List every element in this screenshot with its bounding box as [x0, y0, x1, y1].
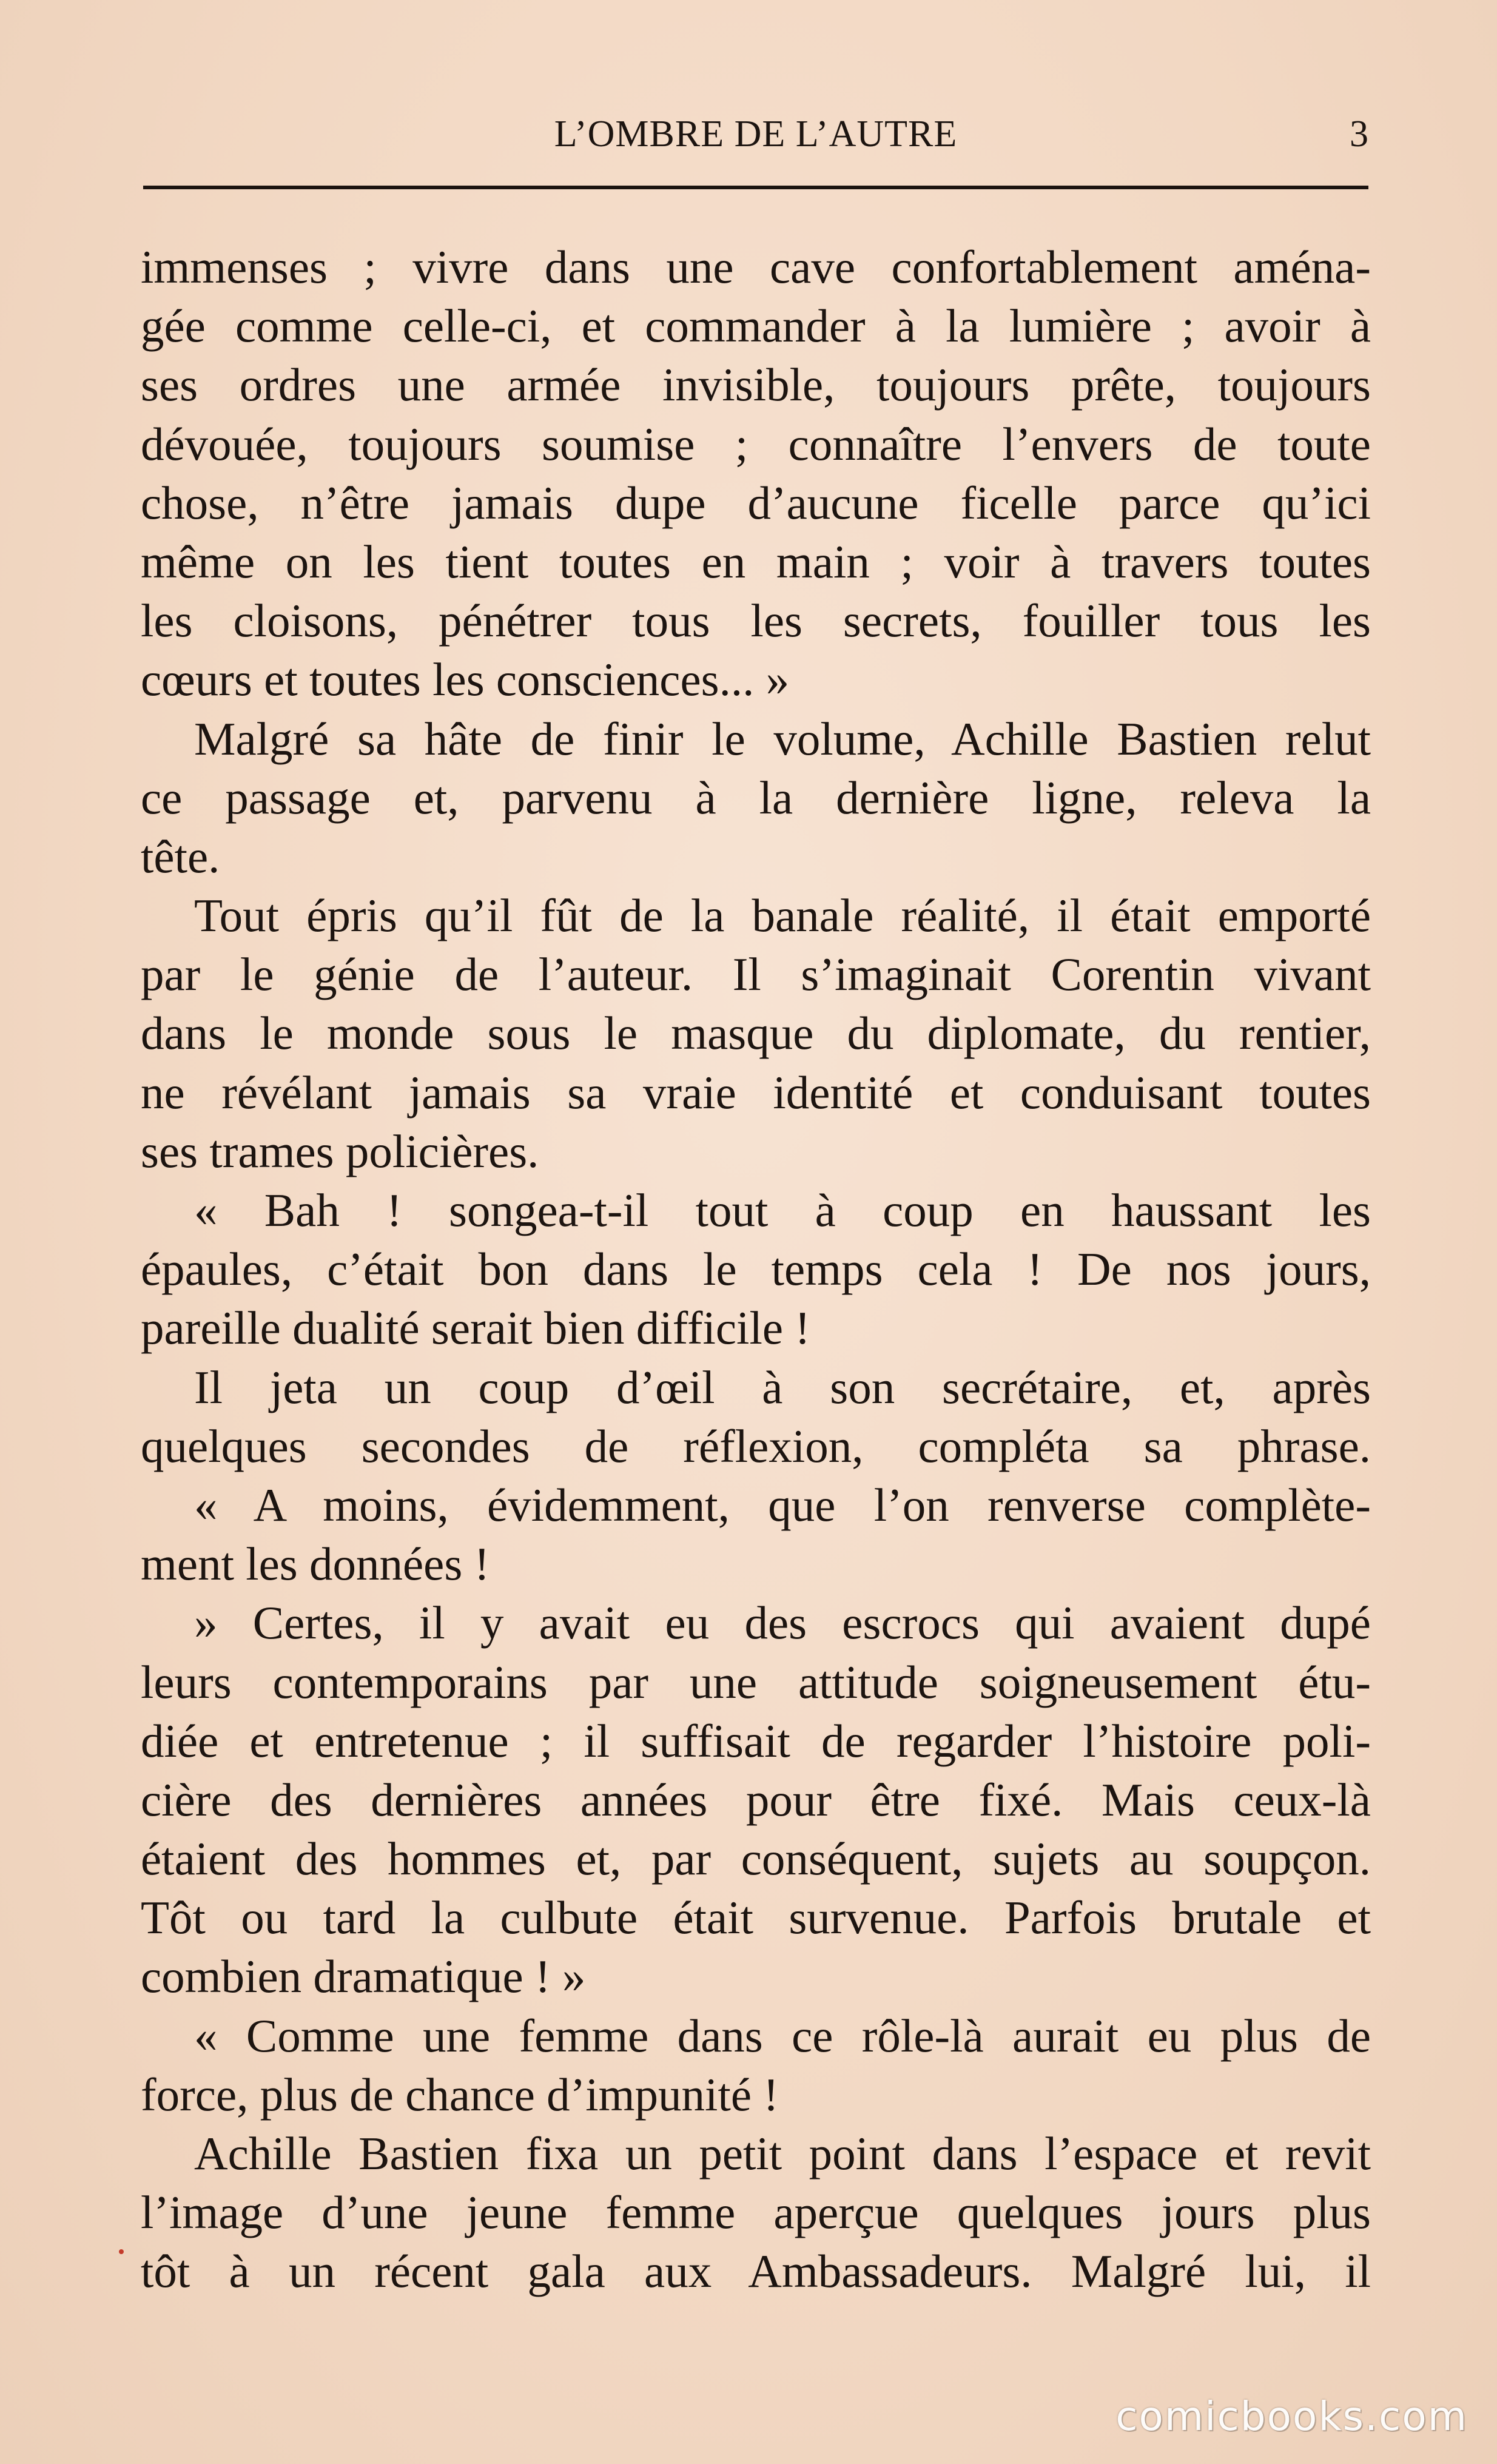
text-line: par le génie de l’auteur. Il s’imaginait Corentin vivant: [141, 948, 1371, 1001]
text-line: diée et entretenue ; il suffisait de regarder l’histoire poli-: [141, 1714, 1371, 1767]
body-text: [141, 238, 1371, 2301]
text-line: dans le monde sous le masque du diplomate, du rentier,: [141, 1007, 1371, 1060]
text-line: même on les tient toutes en main ; voir à travers toutes: [141, 535, 1371, 588]
text-line: ses ordres une armée invisible, toujours prête, toujours: [141, 358, 1371, 411]
text-line: Malgré sa hâte de finir le volume, Achille Bastien relut: [194, 712, 1371, 765]
text-line: gée comme celle-ci, et commander à la lumière ; avoir à: [141, 300, 1371, 352]
text-line: leurs contemporains par une attitude soigneusement étu-: [141, 1655, 1371, 1708]
header-rule: [143, 186, 1368, 189]
text-line: cœurs et toutes les consciences... »: [141, 653, 790, 706]
text-line: Tôt ou tard la culbute était survenue. Parfois brutale et: [141, 1891, 1371, 1944]
text-line: ment les données !: [141, 1538, 490, 1590]
text-line: Il jeta un coup d’œil à son secrétaire, et, après: [194, 1361, 1371, 1413]
text-line: cière des dernières années pour être fixé. Mais ceux-là: [141, 1773, 1371, 1826]
text-line: étaient des hommes et, par conséquent, sujets au soupçon.: [141, 1833, 1371, 1885]
text-line: immenses ; vivre dans une cave confortablement aména-: [141, 241, 1371, 293]
text-line: dévouée, toujours soumise ; connaître l’envers de toute: [141, 417, 1371, 470]
text-line: « A moins, évidemment, que l’on renverse complète-: [194, 1478, 1371, 1531]
running-title: L’OMBRE DE L’AUTRE: [554, 113, 958, 155]
text-line: Achille Bastien fixa un petit point dans l’espace et revit: [194, 2127, 1371, 2180]
text-line: ses trames policières.: [141, 1125, 539, 1177]
text-line: tête.: [141, 830, 220, 883]
ink-speck: [119, 2249, 124, 2254]
text-line: tôt à un récent gala aux Ambassadeurs. Malgré lui, il: [141, 2245, 1371, 2298]
text-line: « Bah ! songea-t-il tout à coup en haussant les: [194, 1184, 1371, 1236]
text-line: ce passage et, parvenu à la dernière ligne, releva la: [141, 771, 1371, 824]
page-header: [143, 107, 1368, 161]
text-line: combien dramatique ! »: [141, 1950, 586, 2003]
text-line: chose, n’être jamais dupe d’aucune ficelle parce qu’ici: [141, 476, 1371, 529]
text-line: force, plus de chance d’impunité !: [141, 2068, 779, 2121]
text-line: quelques secondes de réflexion, compléta sa phrase.: [141, 1419, 1371, 1472]
text-line: les cloisons, pénétrer tous les secrets, fouiller tous les: [141, 594, 1371, 647]
text-line: épaules, c’était bon dans le temps cela ! De nos jours,: [141, 1243, 1371, 1296]
text-line: « Comme une femme dans ce rôle-là aurait eu plus de: [194, 2009, 1371, 2062]
text-line: l’image d’une jeune femme aperçue quelques jours plus: [141, 2186, 1371, 2239]
text-line: Tout épris qu’il fût de la banale réalité, il était emporté: [194, 889, 1371, 942]
text-line: » Certes, il y avait eu des escrocs qui avaient dupé: [194, 1597, 1371, 1649]
watermark: comicbooks.com: [1115, 2393, 1468, 2440]
text-line: ne révélant jamais sa vraie identité et conduisant toutes: [141, 1066, 1371, 1119]
text-line: pareille dualité serait bien difficile !: [141, 1302, 810, 1355]
page-number: 3: [1350, 113, 1368, 155]
